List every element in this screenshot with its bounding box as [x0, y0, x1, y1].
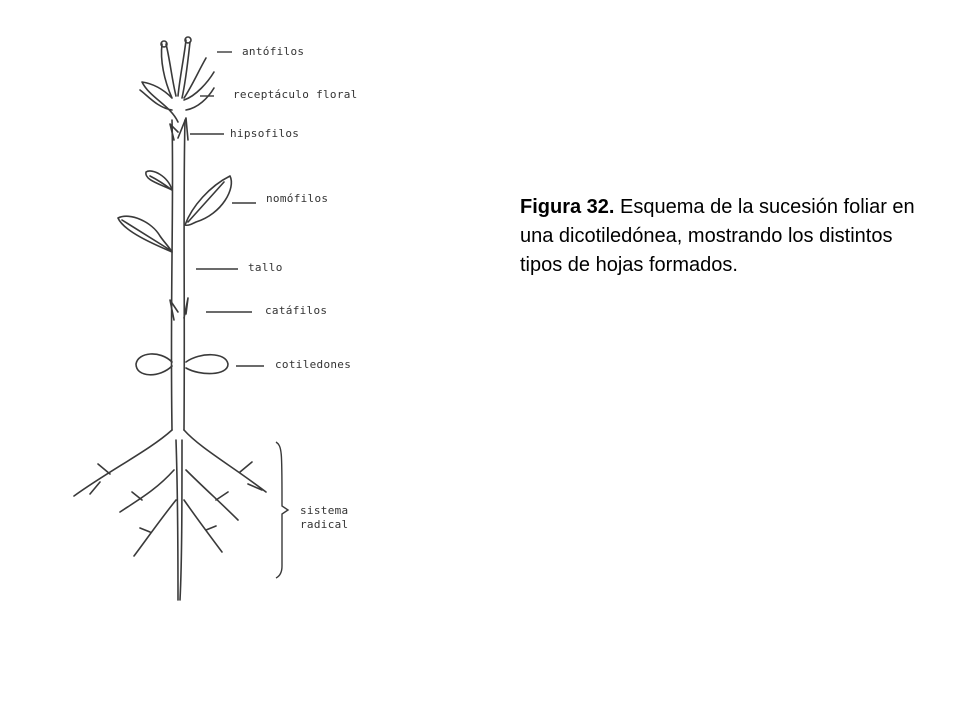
label-radical: radical	[300, 518, 349, 531]
label-tallo: tallo	[248, 261, 283, 274]
figure-caption	[520, 193, 920, 280]
stem	[171, 120, 185, 430]
flower	[140, 40, 214, 122]
label-cotiledones: cotiledones	[275, 358, 352, 371]
cotyledon-right	[186, 355, 228, 374]
label-catafilos: catáfilos	[265, 304, 328, 317]
label-sistema: sistema	[300, 504, 349, 517]
figure-number: Figura 32.	[520, 196, 615, 218]
leaf-left-upper	[146, 171, 172, 190]
plant-illustration	[74, 37, 266, 600]
caption-text: Esquema de la sucesión foliar en una dicotiledónea, mostrando los distintos tipos de hojas formados.	[520, 196, 915, 276]
leaf-right-upper	[185, 176, 231, 225]
leaf-left-lower	[118, 216, 172, 252]
label-receptaculo-floral: receptáculo floral	[233, 88, 358, 101]
label-nomofilos: nomófilos	[266, 192, 329, 205]
catafilos	[170, 298, 188, 320]
label-antofilos: antófilos	[242, 45, 305, 58]
cotyledon-left	[136, 354, 172, 375]
label-hipsofilos: hipsofilos	[230, 127, 300, 140]
root-system	[74, 430, 266, 600]
